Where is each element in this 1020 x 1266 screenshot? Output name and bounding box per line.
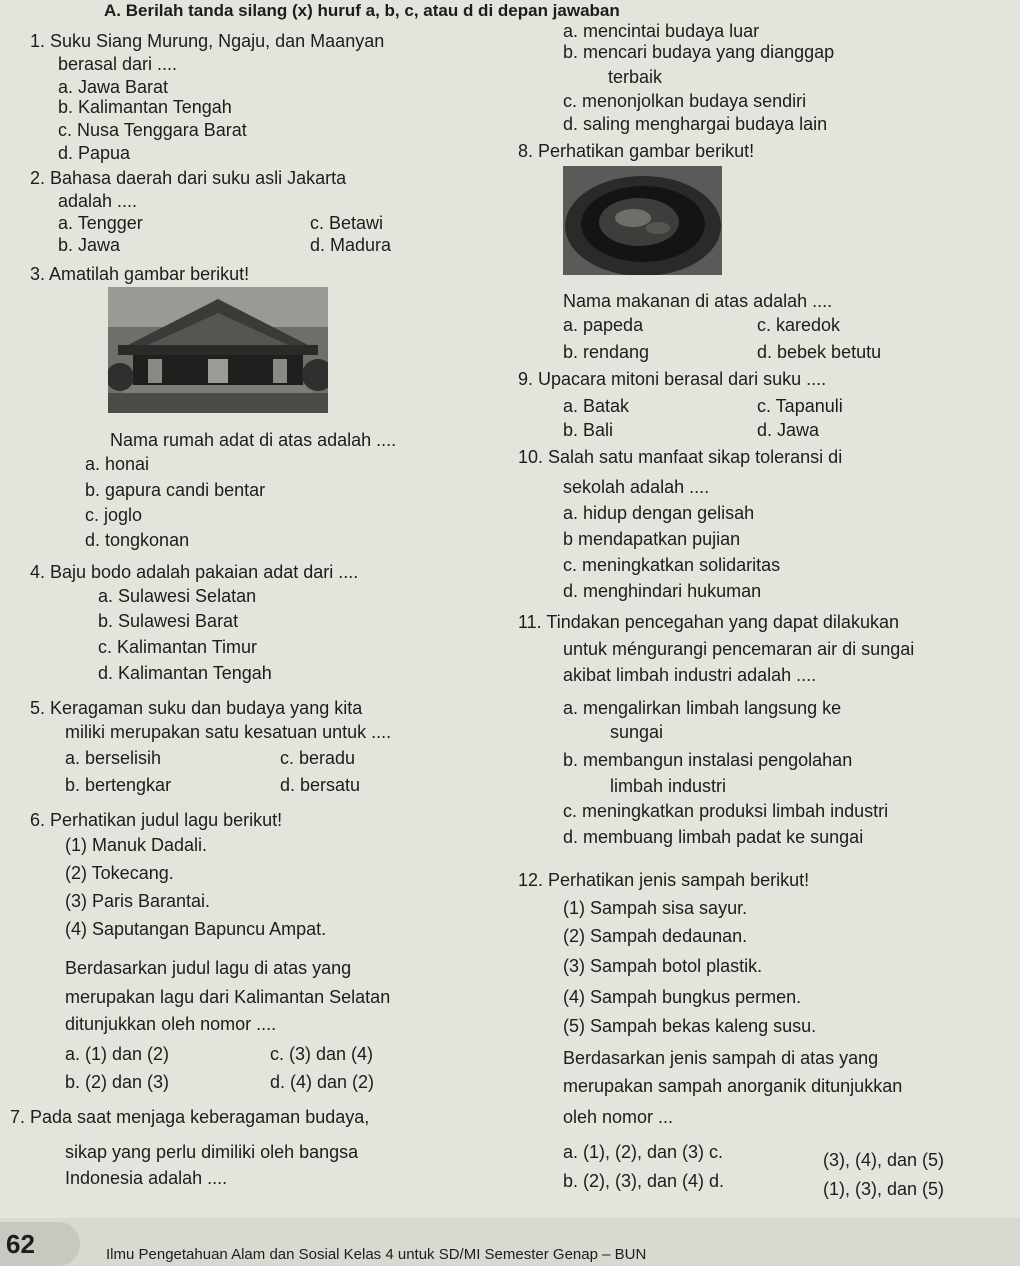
left-line: a. berselisih — [65, 748, 162, 768]
right-line: d. menghindari hukuman — [563, 581, 762, 601]
left-line: 2. Bahasa daerah dari suku asli Jakarta — [30, 168, 347, 188]
left-line: adalah .... — [58, 191, 138, 211]
right-line: oleh nomor ... — [563, 1107, 674, 1127]
left-line: 1. Suku Siang Murung, Ngaju, dan Maanyan — [30, 31, 385, 51]
right-line: 12. Perhatikan jenis sampah berikut! — [518, 870, 810, 890]
right-line: (2) Sampah dedaunan. — [563, 926, 748, 946]
left-line: d. Papua — [58, 143, 131, 163]
left-line: d. Kalimantan Tengah — [98, 663, 272, 683]
right-line: b. membangun instalasi pengolahan — [563, 750, 853, 770]
right-line: a. mencintai budaya luar — [563, 21, 760, 41]
left-line: berasal dari .... — [58, 54, 178, 74]
right-line: 9. Upacara mitoni berasal dari suku .... — [518, 369, 827, 389]
left-line: c. Nusa Tenggara Barat — [58, 120, 247, 140]
left-line: a. honai — [85, 454, 150, 474]
right-line: (5) Sampah bekas kaleng susu. — [563, 1016, 817, 1036]
left-line: (2) Tokecang. — [65, 863, 174, 883]
right-line: b. rendang — [563, 342, 650, 362]
right-line: akibat limbah industri adalah .... — [563, 665, 817, 685]
joglo-house-image — [108, 287, 328, 413]
right-line: d. membuang limbah padat ke sungai — [563, 827, 864, 847]
right-line: (3), (4), dan (5) — [823, 1150, 945, 1170]
right-line: c. menonjolkan budaya sendiri — [563, 91, 807, 111]
right-line: sekolah adalah .... — [563, 477, 710, 497]
right-line: b. Bali — [563, 420, 614, 440]
right-line: c. meningkatkan solidaritas — [563, 555, 781, 575]
left-line: Nama rumah adat di atas adalah .... — [110, 430, 397, 450]
right-line: terbaik — [608, 67, 663, 87]
right-line: Nama makanan di atas adalah .... — [563, 291, 833, 311]
right-line: (4) Sampah bungkus permen. — [563, 987, 802, 1007]
left-line: Berdasarkan judul lagu di atas yang — [65, 958, 352, 978]
left-line: b. Jawa — [58, 235, 121, 255]
right-line: 8. Perhatikan gambar berikut! — [518, 141, 755, 161]
left-line: 7. Pada saat menjaga keberagaman budaya, — [10, 1107, 370, 1127]
left-line: ditunjukkan oleh nomor .... — [65, 1014, 277, 1034]
left-line: (1) Manuk Dadali. — [65, 835, 208, 855]
left-line: d. (4) dan (2) — [270, 1072, 375, 1092]
left-line: d. tongkonan — [85, 530, 190, 550]
right-line: b. mencari budaya yang dianggap — [563, 42, 835, 62]
right-line: b. (2), (3), dan (4) d. — [563, 1171, 725, 1191]
right-line: (1) Sampah sisa sayur. — [563, 898, 748, 918]
left-line: b. Sulawesi Barat — [98, 611, 239, 631]
food-image — [563, 166, 722, 275]
left-line: c. Kalimantan Timur — [98, 637, 258, 657]
right-line: b mendapatkan pujian — [563, 529, 741, 549]
left-line: c. joglo — [85, 505, 143, 525]
footer-text: Ilmu Pengetahuan Alam dan Sosial Kelas 4 untuk SD/MI Semester Genap – BUN — [106, 1246, 647, 1263]
right-line: c. Tapanuli — [757, 396, 843, 416]
right-line: Berdasarkan jenis sampah di atas yang — [563, 1048, 879, 1068]
left-line: d. Madura — [310, 235, 392, 255]
right-line: 10. Salah satu manfaat sikap toleransi di — [518, 447, 843, 467]
left-line: miliki merupakan satu kesatuan untuk .... — [65, 722, 392, 742]
left-line: 3. Amatilah gambar berikut! — [30, 264, 250, 284]
left-line: 6. Perhatikan judul lagu berikut! — [30, 810, 283, 830]
right-line: sungai — [610, 722, 664, 742]
left-line: (4) Saputangan Bapuncu Ampat. — [65, 919, 327, 939]
left-line: a. Jawa Barat — [58, 77, 169, 97]
right-line: (1), (3), dan (5) — [823, 1179, 945, 1199]
left-line: a. (1) dan (2) — [65, 1044, 170, 1064]
left-line: a. Tengger — [58, 213, 143, 233]
left-line: b. (2) dan (3) — [65, 1072, 170, 1092]
left-line: b. Kalimantan Tengah — [58, 97, 232, 117]
right-line: c. karedok — [757, 315, 841, 335]
left-line: c. (3) dan (4) — [270, 1044, 374, 1064]
right-line: a. (1), (2), dan (3) c. — [563, 1142, 724, 1162]
right-line: d. Jawa — [757, 420, 820, 440]
right-line: c. meningkatkan produksi limbah industri — [563, 801, 889, 821]
right-line: merupakan sampah anorganik ditunjukkan — [563, 1076, 903, 1096]
left-line: 4. Baju bodo adalah pakaian adat dari .... — [30, 562, 359, 582]
right-line: 11. Tindakan pencegahan yang dapat dilakukan — [518, 612, 899, 632]
left-line: sikap yang perlu dimiliki oleh bangsa — [65, 1142, 359, 1162]
right-line: a. mengalirkan limbah langsung ke — [563, 698, 842, 718]
right-line: d. bebek betutu — [757, 342, 882, 362]
left-line: b. gapura candi bentar — [85, 480, 266, 500]
question-header: A. Berilah tanda silang (x) huruf a, b, c, atau d di depan jawaban — [104, 1, 620, 20]
left-line: c. Betawi — [310, 213, 384, 233]
left-line: a. Sulawesi Selatan — [98, 586, 257, 606]
left-line: (3) Paris Barantai. — [65, 891, 211, 911]
left-line: 5. Keragaman suku dan budaya yang kita — [30, 698, 363, 718]
left-line: b. bertengkar — [65, 775, 172, 795]
right-line: untuk méngurangi pencemaran air di sungai — [563, 639, 915, 659]
page-number: 62 — [0, 1222, 80, 1266]
right-line: (3) Sampah botol plastik. — [563, 956, 763, 976]
right-line: limbah industri — [610, 776, 727, 796]
left-line: Indonesia adalah .... — [65, 1168, 228, 1188]
right-line: a. Batak — [563, 396, 630, 416]
left-line: d. bersatu — [280, 775, 361, 795]
right-line: a. papeda — [563, 315, 644, 335]
right-line: a. hidup dengan gelisah — [563, 503, 755, 523]
left-line: merupakan lagu dari Kalimantan Selatan — [65, 987, 391, 1007]
right-line: d. saling menghargai budaya lain — [563, 114, 828, 134]
left-line: c. beradu — [280, 748, 356, 768]
